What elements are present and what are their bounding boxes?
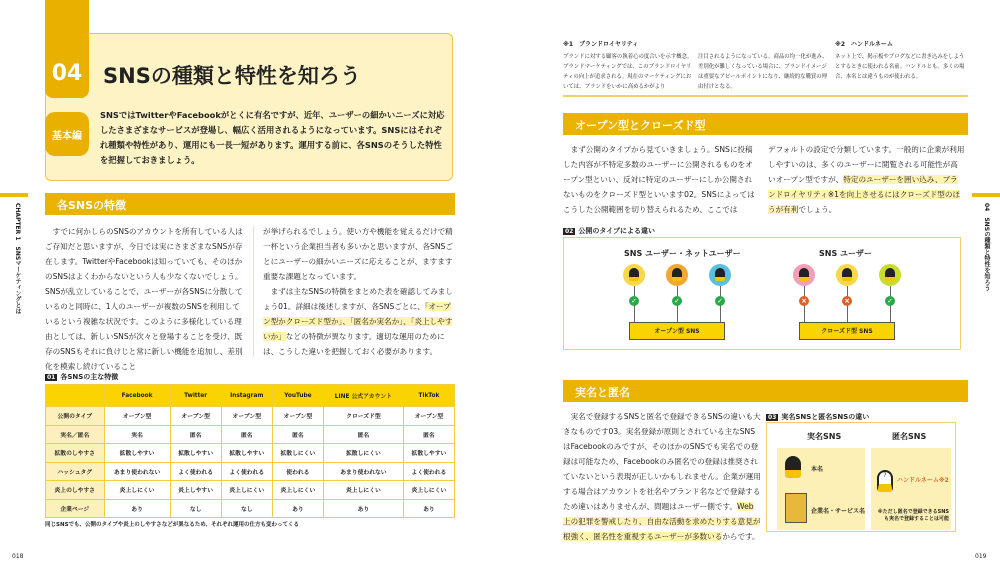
table-header-row bbox=[46, 385, 455, 407]
side-label-right: 04 SNSの種類と特性を知ろう bbox=[983, 203, 990, 292]
table-cell: オープン型 bbox=[272, 407, 323, 426]
table-cell: なし bbox=[170, 499, 221, 518]
body-column-1: まず公開のタイプから見ていきましょう。SNSに投稿した内容が不特定多数のユーザーに公開されるものをオープン型といい、反対に特定のユーザーにしか公開されないものをクローズド型といいます02。SNSによってはこうした公開範囲を切り替えられるため、ここでは bbox=[563, 145, 755, 214]
figure-number: 01 bbox=[47, 374, 56, 381]
highlight-text: 「オープン型かクローズド型か」、「匿名か実名か」、「炎上しやすいか」 bbox=[263, 302, 453, 341]
table-cell: あり bbox=[403, 499, 454, 518]
page-title: SNSの種類と特性を知ろう bbox=[103, 64, 361, 88]
footnote-1-cont: 注目されるようになっている。商品の均一化が進み、差別化が難しくなっている場合に、ブランドイメージは重要なアピールポイントになり、継続的な購買の理由付けとなる。 bbox=[698, 54, 828, 90]
anon-note: ※ただし匿名で登録できるSNSも実名で登録することは可能 bbox=[877, 509, 949, 522]
cross-icon: × bbox=[799, 296, 809, 306]
section-heading: 各SNSの特徴 bbox=[45, 193, 455, 215]
open-sns-box: オープン型 SNS bbox=[629, 322, 725, 340]
figure-number: 03 bbox=[768, 414, 777, 421]
closed-sns-box: クローズド型 SNS bbox=[799, 322, 895, 340]
handle-name-label: ハンドルネーム※2 bbox=[897, 477, 949, 484]
table-cell: 拡散しやすい bbox=[221, 444, 272, 463]
body-column-1 bbox=[563, 409, 761, 544]
table-cell: 拡散しにくい bbox=[272, 444, 323, 463]
real-sns-title: 実名SNS bbox=[807, 432, 842, 441]
table-row bbox=[46, 499, 455, 518]
table-cell: 拡散しにくい bbox=[323, 444, 403, 463]
column-header: TikTok bbox=[403, 385, 454, 407]
footnote-1 bbox=[563, 40, 693, 92]
row-header: 拡散のしやすさ bbox=[46, 444, 105, 463]
check-icon: ✓ bbox=[715, 296, 725, 306]
table-row bbox=[46, 407, 455, 426]
table-cell: オープン型 bbox=[170, 407, 221, 426]
table-cell: オープン型 bbox=[104, 407, 170, 426]
check-icon: ✓ bbox=[629, 296, 639, 306]
user-avatar-icon bbox=[709, 264, 731, 286]
highlight-text: Web上の犯罪を警戒したり、自由な活動を求めたりする意見が根強く、匿名性を重視するユーザーが多数いる bbox=[563, 502, 761, 541]
footnote-text: ネット上で、掲示板やブログなどに書き込みをしようとするときに使われる名前。ハンドルとも。多くの場合、本名とは違うものが使われる。 bbox=[835, 54, 965, 80]
highlight-text: 特定のユーザーを囲い込み、ブランドロイヤリティ※1を向上させるにはクローズド型のほうが有利 bbox=[768, 175, 961, 214]
page-number-left: 018 bbox=[12, 553, 24, 560]
text: が挙げられるでしょう。使い方や機能を覚えるだけで精一杯という企業担当者も多いかと思いますが、各SNSごとにユーザーの細かいニーズに応えることが、ますます重要な課題となっています。 まずは主なSNSの特徴をまとめた表を確認してみましょう01。詳細は後述しますが、各SNSごとに、 bbox=[263, 227, 453, 311]
table-cell: よく使われる bbox=[170, 462, 221, 481]
text: などの特徴が異なります。適切な運用のためには、こうした違いを把握しておく必要があります。 bbox=[263, 332, 445, 356]
table-cell: 匿名 bbox=[403, 425, 454, 444]
anon-sns-title: 匿名SNS bbox=[892, 432, 927, 441]
table-cell: 炎上しにくい bbox=[403, 481, 454, 500]
table-cell: 匿名 bbox=[170, 425, 221, 444]
table-label bbox=[45, 372, 118, 382]
footnote-rule bbox=[563, 95, 968, 97]
row-header: ハッシュタグ bbox=[46, 462, 105, 481]
diagram-title-left: SNS ユーザー・ネットユーザー bbox=[624, 249, 741, 258]
user-avatar-icon bbox=[879, 264, 901, 286]
anonymous-person-icon: ? bbox=[877, 470, 893, 492]
table-cell: なし bbox=[221, 499, 272, 518]
body-column-2 bbox=[263, 224, 455, 359]
table-cell: 使われる bbox=[272, 462, 323, 481]
footnote-title: ※1 ブランドロイヤリティ bbox=[563, 41, 639, 48]
column-header: Facebook bbox=[104, 385, 170, 407]
user-avatar-icon bbox=[666, 264, 688, 286]
table-cell: 炎上しやすい bbox=[170, 481, 221, 500]
figure-number: 02 bbox=[565, 228, 574, 235]
table-row bbox=[46, 481, 455, 500]
table-cell: よく使われる bbox=[403, 462, 454, 481]
column-header: Twitter bbox=[170, 385, 221, 407]
table-cell: 炎上しにくい bbox=[323, 481, 403, 500]
table-row bbox=[46, 425, 455, 444]
column-header: YouTube bbox=[272, 385, 323, 407]
table-cell: 炎上しにくい bbox=[272, 481, 323, 500]
table-cell: あり bbox=[323, 499, 403, 518]
check-icon: ✓ bbox=[885, 296, 895, 306]
side-label-left: CHAPTER 1 SNSマーケティングとは bbox=[14, 203, 21, 315]
chapter-number: 04 bbox=[45, 0, 89, 98]
column-header bbox=[46, 385, 105, 407]
table-cell: あまり使われない bbox=[323, 462, 403, 481]
figure-title: 実名SNSと匿名SNSの違い bbox=[781, 413, 870, 421]
section-heading: 実名と匿名 bbox=[563, 380, 968, 402]
user-avatar-icon bbox=[836, 264, 858, 286]
row-header: 実名／匿名 bbox=[46, 425, 105, 444]
table-cell: 拡散しやすい bbox=[170, 444, 221, 463]
diagram-title-right: SNS ユーザー bbox=[819, 249, 873, 258]
user-avatar-icon bbox=[623, 264, 645, 286]
footnote-text: ブランドに対する顧客の執着心の度合いを示す概念。ブランドマーケティングでは、このブランドロイヤリティの向上が追求される。現在のマーケティングにおいては、ブランドをいかに高めるかがより bbox=[563, 54, 693, 90]
text: 実名で登録するSNSと匿名で登録できるSNSの違いも大きなものです03。実名登録が原則とされている主なSNSはFacebookのみですが、そのほかのSNSでも実名での登録は可能なため、Facebookのみ匿名での登録は推奨されていないという表現が正しいかもしれません。企業が運用する場合はアカウントを社名やブランド名などで登録するため違いはありませんが、問題はユーザー側です。 bbox=[563, 412, 761, 511]
footnote-2 bbox=[835, 40, 965, 82]
table-row bbox=[46, 444, 455, 463]
side-marker bbox=[972, 193, 1000, 197]
table-cell: 実名 bbox=[104, 425, 170, 444]
person-icon bbox=[785, 456, 801, 478]
lead-text: SNSではTwitterやFacebookがとくに有名ですが、近年、ユーザーの細かいニーズに対応したさまざまなサービスが登場し、幅広く活用されるようになっています。SNSにはそれぞれ種類や特性があり、運用にも一長一短があります。運用する前に、各SNSのそうした特性を把握しておきましょう。 bbox=[100, 110, 445, 165]
column-header: Instagram bbox=[221, 385, 272, 407]
real-panel bbox=[777, 448, 865, 530]
table-cell: 匿名 bbox=[221, 425, 272, 444]
table-cell: オープン型 bbox=[221, 407, 272, 426]
table-caption: 同じSNSでも、公開のタイプや炎上のしやすさなどが異なるため、それぞれ運用の仕方も変わってくる bbox=[45, 522, 299, 528]
check-icon: ✓ bbox=[672, 296, 682, 306]
table-cell: 匿名 bbox=[323, 425, 403, 444]
text: デフォルトの設定で分類しています。一般的に企業が利用しやすいのは、多くのユーザーに閲覧される可能性が高いオープン型ですが、 bbox=[768, 145, 965, 184]
figure-title: 公開のタイプによる違い bbox=[578, 227, 656, 235]
open-closed-diagram bbox=[563, 237, 961, 350]
text: でしょう。 bbox=[798, 205, 837, 214]
footnote-title: ※2 ハンドルネーム bbox=[835, 41, 893, 48]
table-cell: 拡散しやすい bbox=[104, 444, 170, 463]
table-cell: あまり使われない bbox=[104, 462, 170, 481]
user-avatar-icon bbox=[793, 264, 815, 286]
table-cell: 拡散しやすい bbox=[403, 444, 454, 463]
body-column-2 bbox=[768, 142, 965, 217]
sns-feature-table bbox=[45, 384, 455, 518]
page-number-right: 019 bbox=[975, 553, 987, 560]
side-marker bbox=[0, 193, 28, 197]
real-name-label: 本名 bbox=[811, 466, 824, 473]
level-badge: 基本編 bbox=[45, 112, 89, 156]
table-cell: クローズド型 bbox=[323, 407, 403, 426]
table-cell: よく使われる bbox=[221, 462, 272, 481]
figure-title: 各SNSの主な特徴 bbox=[60, 373, 119, 381]
row-header: 炎上のしやすさ bbox=[46, 481, 105, 500]
building-icon bbox=[785, 493, 807, 523]
table-row bbox=[46, 462, 455, 481]
body-column-1: すでに何かしらのSNSのアカウントを所有している人はご存知だと思いますが、今日では実にさまざまなSNSが存在します。TwitterやFacebookは知っていても、そのほかのSNSはよくわからないという人も少なくないでしょう。SNSが乱立していることで、ユーザーが各SNSに分散しているのと同時に、1人のユーザーが複数のSNSを利用しているという複雑な状況です。このように多様化している理由としては、新しいSNSが次々と登場することを受け、既存のSNSもそれに負けじと常に新しい機能を追加し、差別化を模索し続けていること bbox=[45, 227, 243, 371]
cross-icon: × bbox=[842, 296, 852, 306]
column-header: LINE 公式アカウント bbox=[323, 385, 403, 407]
table-cell: 炎上しにくい bbox=[221, 481, 272, 500]
row-header: 企業ページ bbox=[46, 499, 105, 518]
column-divider bbox=[253, 226, 254, 356]
table-cell: 匿名 bbox=[272, 425, 323, 444]
anon-panel bbox=[871, 448, 951, 530]
figure-label bbox=[766, 412, 869, 422]
text: からです。 bbox=[722, 532, 760, 541]
figure-label bbox=[563, 226, 655, 236]
real-anon-diagram bbox=[766, 422, 956, 532]
section-heading: オープン型とクローズド型 bbox=[563, 113, 968, 135]
company-label: 企業名・サービス名 bbox=[811, 508, 866, 515]
row-header: 公開のタイプ bbox=[46, 407, 105, 426]
table-cell: オープン型 bbox=[403, 407, 454, 426]
table-cell: あり bbox=[272, 499, 323, 518]
table-cell: 炎上しにくい bbox=[104, 481, 170, 500]
table-cell: あり bbox=[104, 499, 170, 518]
